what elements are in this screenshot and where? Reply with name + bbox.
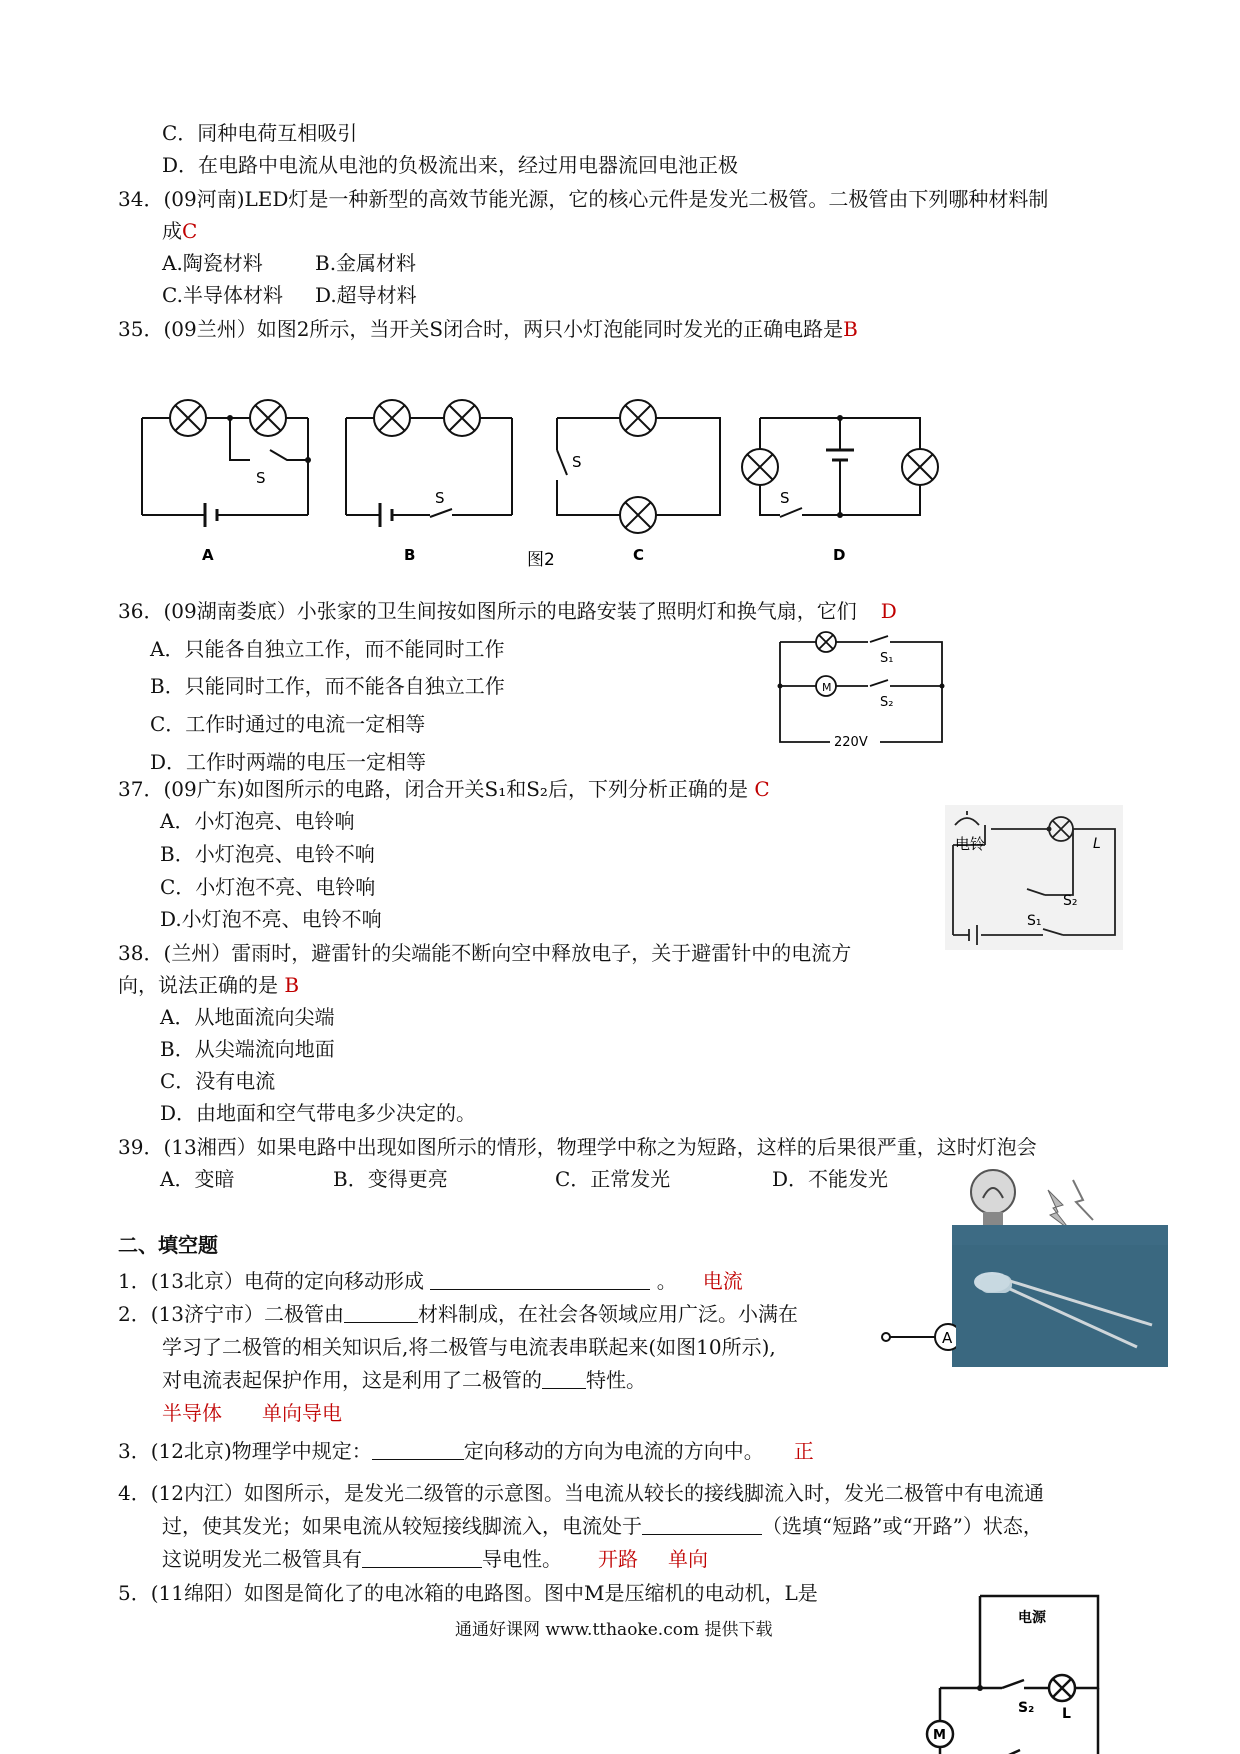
led-photo xyxy=(952,1225,1168,1367)
f2-blank-2[interactable] xyxy=(542,1368,586,1389)
q38-answer: B xyxy=(284,973,300,997)
q36-option-c: C．工作时通过的电流一定相等 xyxy=(150,712,426,736)
svg-text:S: S xyxy=(435,489,445,507)
q34-option-d: D.超导材料 xyxy=(315,283,417,307)
q37-answer: C xyxy=(754,777,770,801)
svg-text:S₂: S₂ xyxy=(880,695,894,710)
q36-answer: D xyxy=(880,599,897,623)
q36-circuit-figure xyxy=(770,630,950,750)
q38-stem: 38．(兰州）雷雨时，避雷针的尖端能不断向空中释放电子，关于避雷针中的电流方 xyxy=(118,941,852,965)
f2-line-2: 学习了二极管的相关知识后,将二极管与电流表串联起来(如图10所示), xyxy=(162,1335,776,1359)
circuit-label-a: A xyxy=(202,546,214,564)
q37-circuit-figure xyxy=(945,805,1123,950)
f3-blank[interactable] xyxy=(372,1439,464,1460)
q36-stem: 36．(09湖南娄底）小张家的卫生间按如图所示的电路安装了照明灯和换气扇，它们 D xyxy=(118,599,897,623)
q37-option-b: B．小灯泡亮、电铃不响 xyxy=(160,842,375,866)
f4-line-3: 这说明发光二极管具有 导电性。 开路 单向 xyxy=(162,1547,708,1571)
f1-answer: 电流 xyxy=(702,1269,743,1293)
bell-label: 电铃 xyxy=(955,835,986,853)
q38-option-a: A．从地面流向尖端 xyxy=(160,1005,335,1029)
f4-blank-2[interactable] xyxy=(362,1547,482,1568)
f4-line-1: 4．(12内江）如图所示，是发光二级管的示意图。当电流从较长的接线脚流入时，发光二极管中有电流通 xyxy=(118,1481,1044,1505)
q39-option-a: A．变暗 xyxy=(160,1167,235,1191)
figure-2-caption: 图2 xyxy=(527,550,555,570)
power-label: 电源 xyxy=(1018,1610,1046,1626)
q38-option-c: C．没有电流 xyxy=(160,1069,276,1093)
q34-option-b: B.金属材料 xyxy=(315,251,417,275)
q39-option-c: C．正常发光 xyxy=(555,1167,671,1191)
fridge-circuit-figure xyxy=(920,1588,1120,1754)
q37-option-d: D.小灯泡不亮、电铃不响 xyxy=(160,907,382,931)
q37-option-c: C．小灯泡不亮、电铃响 xyxy=(160,875,376,899)
f3-answer: 正 xyxy=(793,1439,814,1463)
f2-line-3: 对电流表起保护作用，这是利用了二极管的 特性。 xyxy=(162,1368,646,1392)
f2-answers: 半导体 单向导电 xyxy=(162,1401,342,1425)
figure-2-circuits xyxy=(130,385,960,575)
svg-text:S: S xyxy=(572,453,582,471)
svg-text:S: S xyxy=(780,489,790,507)
svg-text:L: L xyxy=(1093,836,1101,852)
svg-text:L: L xyxy=(1062,1706,1071,1722)
svg-text:S₁: S₁ xyxy=(1027,913,1042,929)
q35-stem: 35．(09兰州）如图2所示，当开关S闭合时，两只小灯泡能同时发光的正确电路是B xyxy=(118,317,858,341)
q36-option-a: A．只能各自独立工作，而不能同时工作 xyxy=(150,637,505,661)
circuit-a-switch-label: S xyxy=(256,469,266,487)
q34-stem: 34．(09河南)LED灯是一种新型的高效节能光源，它的核心元件是发光二极管。二极管由下列哪种材料制 xyxy=(118,187,1049,211)
f2-stem: 2．(13济宁市）二极管由 材料制成，在社会各领域应用广泛。小满在 xyxy=(118,1302,798,1326)
circuit-label-d: D xyxy=(833,546,846,564)
q33-option-c: C．同种电荷互相吸引 xyxy=(162,121,358,145)
q37-option-a: A．小灯泡亮、电铃响 xyxy=(160,809,355,833)
q38-option-d: D．由地面和空气带电多少决定的。 xyxy=(160,1101,477,1125)
q37-stem: 37．(09广东)如图所示的电路，闭合开关S₁和S₂后，下列分析正确的是 C xyxy=(118,777,770,801)
f1-stem: 1．(13北京）电荷的定向移动形成 。 电流 xyxy=(118,1269,743,1293)
section-2-title: 二、填空题 xyxy=(118,1233,218,1257)
q36-option-d: D．工作时两端的电压一定相等 xyxy=(150,750,427,774)
f4-line-2: 过，使其发光；如果电流从较短接线脚流入，电流处于 （选填“短路”或“开路”）状态， xyxy=(162,1514,1043,1538)
f5-stem: 5．(11绵阳）如图是简化了的电冰箱的电路图。图中M是压缩机的电动机，L是 xyxy=(118,1581,818,1605)
circuit-label-c: C xyxy=(633,546,645,564)
q38-stem-cont: 向，说法正确的是 B xyxy=(118,973,300,997)
q34-stem-cont: 成C xyxy=(162,219,198,243)
q34-option-a: A.陶瓷材料 xyxy=(162,251,263,275)
q36-option-b: B．只能同时工作，而不能各自独立工作 xyxy=(150,674,505,698)
f3-stem: 3．(12北京)物理学中规定： 定向移动的方向为电流的方向中。 正 xyxy=(118,1439,814,1463)
q39-option-b: B．变得更亮 xyxy=(333,1167,448,1191)
f4-blank-1[interactable] xyxy=(642,1514,762,1535)
svg-text:S₁: S₁ xyxy=(880,651,894,666)
fan-motor-label: M xyxy=(822,681,832,694)
q39-option-d: D．不能发光 xyxy=(772,1167,889,1191)
q38-option-b: B．从尖端流向地面 xyxy=(160,1037,335,1061)
page-footer: 通通好课网 www.tthaoke.com 提供下载 xyxy=(455,1620,773,1640)
circuit-label-b: B xyxy=(404,546,416,564)
q34-option-c: C.半导体材料 xyxy=(162,283,283,307)
q35-answer: B xyxy=(843,317,858,341)
svg-text:S₂: S₂ xyxy=(1018,1700,1035,1716)
q33-option-d: D．在电路中电流从电池的负极流出来，经过用电器流回电池正极 xyxy=(162,153,739,177)
f1-blank[interactable] xyxy=(430,1269,650,1290)
f2-blank-1[interactable] xyxy=(344,1302,418,1323)
motor-label: M xyxy=(933,1728,946,1743)
svg-text:A: A xyxy=(942,1329,953,1347)
ammeter-symbol xyxy=(878,1322,956,1352)
voltage-label: 220V xyxy=(834,735,868,750)
q34-answer: C xyxy=(182,219,198,243)
q39-stem: 39．(13湘西）如果电路中出现如图所示的情形，物理学中称之为短路，这样的后果很严重，这时灯泡会 xyxy=(118,1135,1037,1159)
svg-text:S₂: S₂ xyxy=(1063,893,1078,909)
